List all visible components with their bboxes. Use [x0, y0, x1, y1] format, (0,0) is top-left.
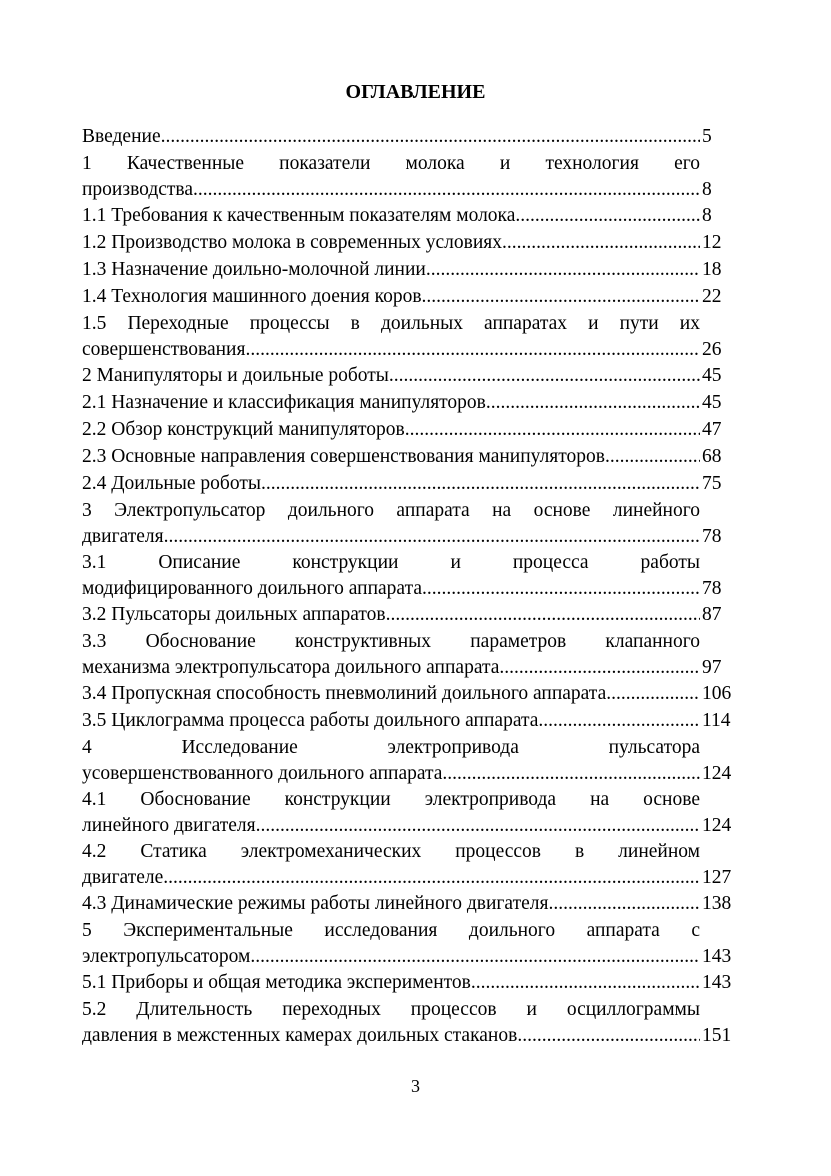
toc-entry-page: 151: [702, 1025, 732, 1046]
toc-entry-title-line: 5 Экспериментальные исследования доильного аппарата с: [82, 920, 700, 941]
toc-entry-title-end: 2.1 Назначение и классификация манипуляторов .....: [82, 390, 700, 416]
toc-entry[interactable]: [82, 124, 762, 150]
toc-entry-page: 87: [702, 604, 722, 625]
toc-entry-title-end: 2.2 Обзор конструкций манипуляторов .....: [82, 417, 700, 443]
toc-entry[interactable]: [82, 284, 762, 310]
toc-entry[interactable]: [82, 444, 762, 470]
toc-entry-title-end: 3.2 Пульсаторы доильных аппаратов .....: [82, 602, 700, 628]
toc-entry-page: 78: [702, 526, 722, 547]
toc-entry-title-end: 4.3 Динамические режимы работы линейного двигателя .....: [82, 891, 700, 917]
page-number: 3: [411, 1076, 420, 1096]
toc-entry[interactable]: [82, 257, 762, 283]
toc-entry[interactable]: [82, 629, 762, 681]
toc-entry-page: 143: [702, 946, 732, 967]
toc-entry[interactable]: [82, 550, 762, 602]
toc-entry[interactable]: [82, 363, 762, 389]
toc-entry[interactable]: [82, 918, 762, 970]
toc-entry-title-end: 2.4 Доильные роботы .....: [82, 471, 700, 497]
toc-entry-title-end: 3.4 Пропускная способность пневмолиний доильного аппарата .....: [82, 681, 700, 707]
toc-entry[interactable]: [82, 681, 762, 707]
toc-entry[interactable]: [82, 498, 762, 550]
toc-entry-title-line: 3.1 Описание конструкции и процесса работы: [82, 552, 700, 573]
toc-entry[interactable]: [82, 602, 762, 628]
toc-entry-title-end: 2 Манипуляторы и доильные роботы .....: [82, 363, 700, 389]
toc-entry-title-end: 1.4 Технология машинного доения коров .....: [82, 284, 700, 310]
toc-entry-page: 68: [702, 446, 722, 467]
toc-entry-title-end: 5.1 Приборы и общая методика экспериментов .....: [82, 970, 700, 996]
toc-entry[interactable]: [82, 471, 762, 497]
toc-entry-page: 75: [702, 473, 722, 494]
toc-entry[interactable]: [82, 891, 762, 917]
toc-entry[interactable]: [82, 311, 762, 363]
toc-entry-title-end: 2.3 Основные направления совершенствования манипуляторов .....: [82, 444, 700, 470]
toc-entry-title-end: 1.2 Производство молока в современных условиях .....: [82, 230, 700, 256]
toc-entry[interactable]: [82, 230, 762, 256]
toc-entry-page: 143: [702, 972, 732, 993]
toc-entry-title-end: электропульсатором .....: [82, 944, 700, 970]
toc-entry-title-end: производства .....: [82, 177, 700, 203]
table-of-contents: [82, 124, 762, 1049]
toc-entry-title-line: 1.5 Переходные процессы в доильных аппаратах и пути их: [82, 313, 700, 334]
toc-entry-title-end: 1.1 Требования к качественным показателям молока .....: [82, 203, 700, 229]
toc-entry-page: 124: [702, 763, 732, 784]
toc-entry-title-end: двигателе .....: [82, 865, 700, 891]
toc-entry-title-end: модифицированного доильного аппарата .....: [82, 576, 700, 602]
toc-entry-page: 138: [702, 893, 732, 914]
toc-entry[interactable]: [82, 787, 762, 839]
toc-entry-page: 8: [702, 179, 712, 200]
toc-entry-page: 45: [702, 365, 722, 386]
toc-entry[interactable]: [82, 203, 762, 229]
toc-entry-page: 8: [702, 205, 712, 226]
toc-entry-title-end: давления в межстенных камерах доильных стаканов .....: [82, 1023, 700, 1049]
toc-entry-title-end: механизма электропульсатора доильного аппарата .....: [82, 655, 700, 681]
toc-entry-title-line: 4.1 Обоснование конструкции электропривода на основе: [82, 789, 700, 810]
toc-entry-title-end: 1.3 Назначение доильно-молочной линии .....: [82, 257, 700, 283]
page-title: ОГЛАВЛЕНИЕ: [345, 81, 486, 103]
toc-entry-title-line: 5.2 Длительность переходных процессов и осциллограммы: [82, 999, 700, 1020]
toc-entry-title-end: двигателя .....: [82, 524, 700, 550]
toc-entry-title-end: 3.5 Циклограмма процесса работы доильного аппарата .....: [82, 708, 700, 734]
toc-entry-page: 124: [702, 815, 732, 836]
toc-entry-page: 127: [702, 867, 732, 888]
toc-entry-title-end: Введение .....: [82, 124, 700, 150]
toc-entry[interactable]: [82, 997, 762, 1049]
toc-entry[interactable]: [82, 151, 762, 203]
toc-entry-title-line: 4 Исследование электропривода пульсатора: [82, 737, 700, 758]
toc-entry-title-end: линейного двигателя .....: [82, 813, 700, 839]
toc-entry-title-line: 3.3 Обоснование конструктивных параметров клапанного: [82, 631, 700, 652]
toc-entry-title-line: 4.2 Статика электромеханических процессов в линейном: [82, 841, 700, 862]
toc-entry-title-line: 3 Электропульсатор доильного аппарата на основе линейного: [82, 500, 700, 521]
toc-entry-title-end: совершенствования .....: [82, 337, 700, 363]
toc-entry-page: 26: [702, 339, 722, 360]
toc-entry[interactable]: [82, 417, 762, 443]
toc-entry-page: 114: [702, 710, 731, 731]
toc-entry-page: 97: [702, 657, 722, 678]
toc-entry[interactable]: [82, 839, 762, 891]
toc-entry-page: 5: [702, 126, 712, 147]
toc-entry-page: 18: [702, 259, 722, 280]
toc-entry-page: 12: [702, 232, 722, 253]
toc-entry-page: 22: [702, 286, 722, 307]
toc-entry-title-end: усовершенствованного доильного аппарата .....: [82, 761, 700, 787]
toc-entry-title-line: 1 Качественные показатели молока и технология его: [82, 153, 700, 174]
toc-entry-page: 45: [702, 392, 722, 413]
toc-entry[interactable]: [82, 708, 762, 734]
toc-entry[interactable]: [82, 390, 762, 416]
toc-entry-page: 106: [702, 683, 732, 704]
toc-entry-page: 78: [702, 578, 722, 599]
toc-entry-page: 47: [702, 419, 722, 440]
toc-entry[interactable]: [82, 970, 762, 996]
toc-entry[interactable]: [82, 735, 762, 787]
